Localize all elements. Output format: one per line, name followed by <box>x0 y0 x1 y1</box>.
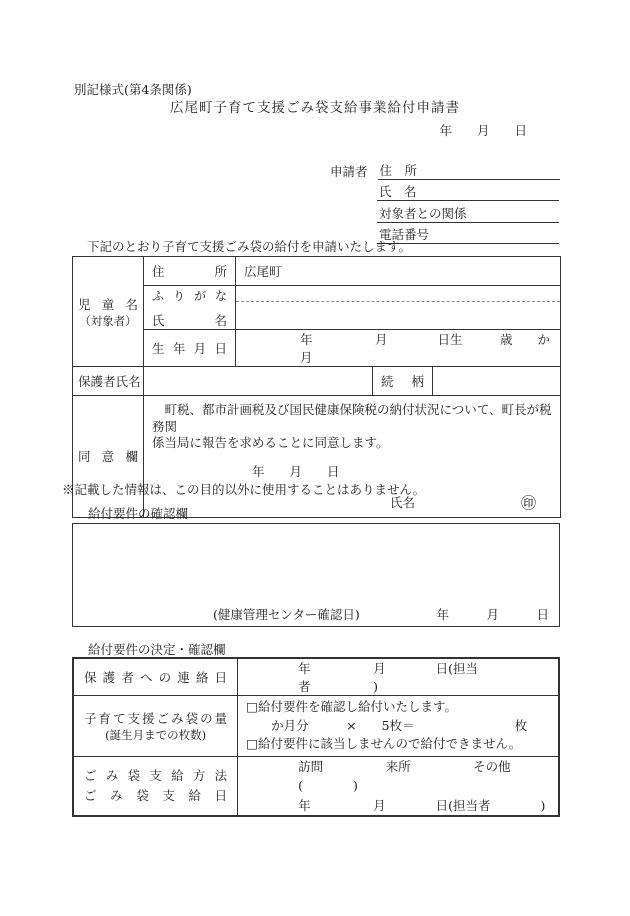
relation-label: 続 柄 <box>381 374 424 389</box>
contact-date-value: 年 月 日(担当者 ) <box>298 661 479 694</box>
furigana-input-area <box>236 288 560 302</box>
consent-content-cell <box>144 396 561 518</box>
grant-approve-checkbox-line: □給付要件を確認し給付いたします。 <box>246 699 457 714</box>
consent-date-line: 年 月 日 <box>252 463 340 479</box>
bag-amount-label-cell <box>73 696 238 757</box>
applicant-address-field <box>378 161 560 180</box>
address-value-cell <box>236 257 561 286</box>
consent-label-cell <box>73 396 144 518</box>
supply-method-date-label-cell <box>73 756 238 816</box>
bag-count-formula-line: か月分 × 5枚＝ 枚 <box>246 717 528 733</box>
applicant-relation-field <box>377 204 559 223</box>
name-label: 氏 名 <box>152 313 227 328</box>
health-center-confirm-label: (健康管理センター確認日) <box>213 607 360 622</box>
bag-amount-row <box>73 696 559 757</box>
applicant-label: 申請者 <box>330 163 368 179</box>
guardian-label-cell <box>73 367 144 396</box>
applicant-name-row <box>377 180 560 202</box>
bag-amount-label: 子 育 て 支 援 ご み 袋 の 量 <box>84 710 228 726</box>
contact-date-label-cell <box>73 658 238 696</box>
birthdate-value-cell <box>236 330 561 367</box>
bag-amount-value-cell <box>238 696 559 757</box>
decision-table <box>72 657 560 817</box>
furigana-name-label-cell <box>144 286 236 330</box>
consent-label: 同 意 欄 <box>78 449 138 465</box>
guardian-value-cell <box>144 367 373 396</box>
decision-section-heading: 給付要件の決定・確認欄 <box>88 642 226 657</box>
consent-name-label: 氏名 <box>389 495 415 510</box>
child-info-table <box>72 256 561 518</box>
privacy-note: ※記載した情報は、この目的以外に使用することはありません。 <box>62 482 426 497</box>
applicant-address-label: 住 所 <box>379 162 418 178</box>
supply-method-value: 訪問 来所 その他( ) <box>298 758 511 793</box>
supply-method-date-row <box>73 756 559 816</box>
bag-amount-sublabel: (誕生月までの枚数) <box>105 727 207 742</box>
supply-method-label: ご み 袋 支 給 方 法 <box>84 768 228 784</box>
relation-value-cell <box>433 367 561 396</box>
consent-row <box>73 396 561 518</box>
contact-date-value-cell <box>238 658 559 696</box>
form-reference: 別記様式(第4条関係) <box>74 82 192 97</box>
address-label: 住 所 <box>152 264 227 279</box>
supply-method-date-value-cell <box>238 756 559 816</box>
applicant-block <box>330 158 560 244</box>
address-row <box>73 257 561 286</box>
birthdate-value-line: 年 月 日生 歳 か月 <box>300 332 551 365</box>
birthdate-row <box>73 330 561 367</box>
child-name-header-cell <box>73 257 144 367</box>
consent-text-line1: 町税、都市計画税及び国民健康保険税の納付状況について、町長が税務関 <box>152 402 552 434</box>
name-input-area <box>236 302 560 328</box>
applicant-relation-row <box>377 201 560 223</box>
applicant-name-field <box>377 182 559 201</box>
form-title: 広尾町子育て支援ごみ袋支給事業給付申請書 <box>170 100 460 116</box>
child-name-header: 児 童 名 <box>78 296 138 312</box>
applicant-relation-label: 対象者との関係 <box>379 205 467 221</box>
furigana-name-row <box>73 286 561 330</box>
contact-date-row <box>73 658 559 696</box>
confirmation-box-footer <box>73 605 559 623</box>
applicant-name-label: 氏 名 <box>379 184 417 200</box>
child-name-subheader: （対象者） <box>79 313 137 328</box>
address-value: 広尾町 <box>244 264 282 279</box>
seal-mark-icon: ㊞ <box>520 493 536 512</box>
furigana-label: ふ り が な <box>152 289 227 303</box>
birthdate-label: 生 年 月 日 <box>152 341 227 356</box>
guardian-label: 保 護 者 氏 名 <box>78 374 141 389</box>
applicant-address-row <box>330 158 560 180</box>
furigana-name-value-cell <box>236 286 561 330</box>
health-center-confirm-date: 年 月 日 <box>436 607 549 622</box>
address-label-cell <box>144 257 236 286</box>
intro-sentence: 下記のとおり子育て支援ごみ袋の給付を申請いたします。 <box>87 239 412 254</box>
contact-date-label: 保 護 者 へ の 連 絡 日 <box>84 670 228 685</box>
confirmation-section-heading: 給付要件の確認欄 <box>88 506 189 521</box>
birthdate-label-cell <box>144 330 236 367</box>
grant-deny-checkbox-line: □給付要件に該当しませんので給付できません。 <box>246 736 522 751</box>
supply-date-value: 年 月 日(担当者 ) <box>298 797 546 813</box>
guardian-row <box>73 367 561 396</box>
applicant-phone-label: 電話番号 <box>379 227 430 243</box>
confirmation-box <box>72 523 560 627</box>
supply-date-label: ご み 袋 支 給 日 <box>84 787 228 803</box>
relation-label-cell <box>373 367 433 396</box>
header-date-line: 年 月 日 <box>439 123 527 138</box>
consent-text-line2: 係当局に報告を求めることに同意します。 <box>152 435 389 450</box>
